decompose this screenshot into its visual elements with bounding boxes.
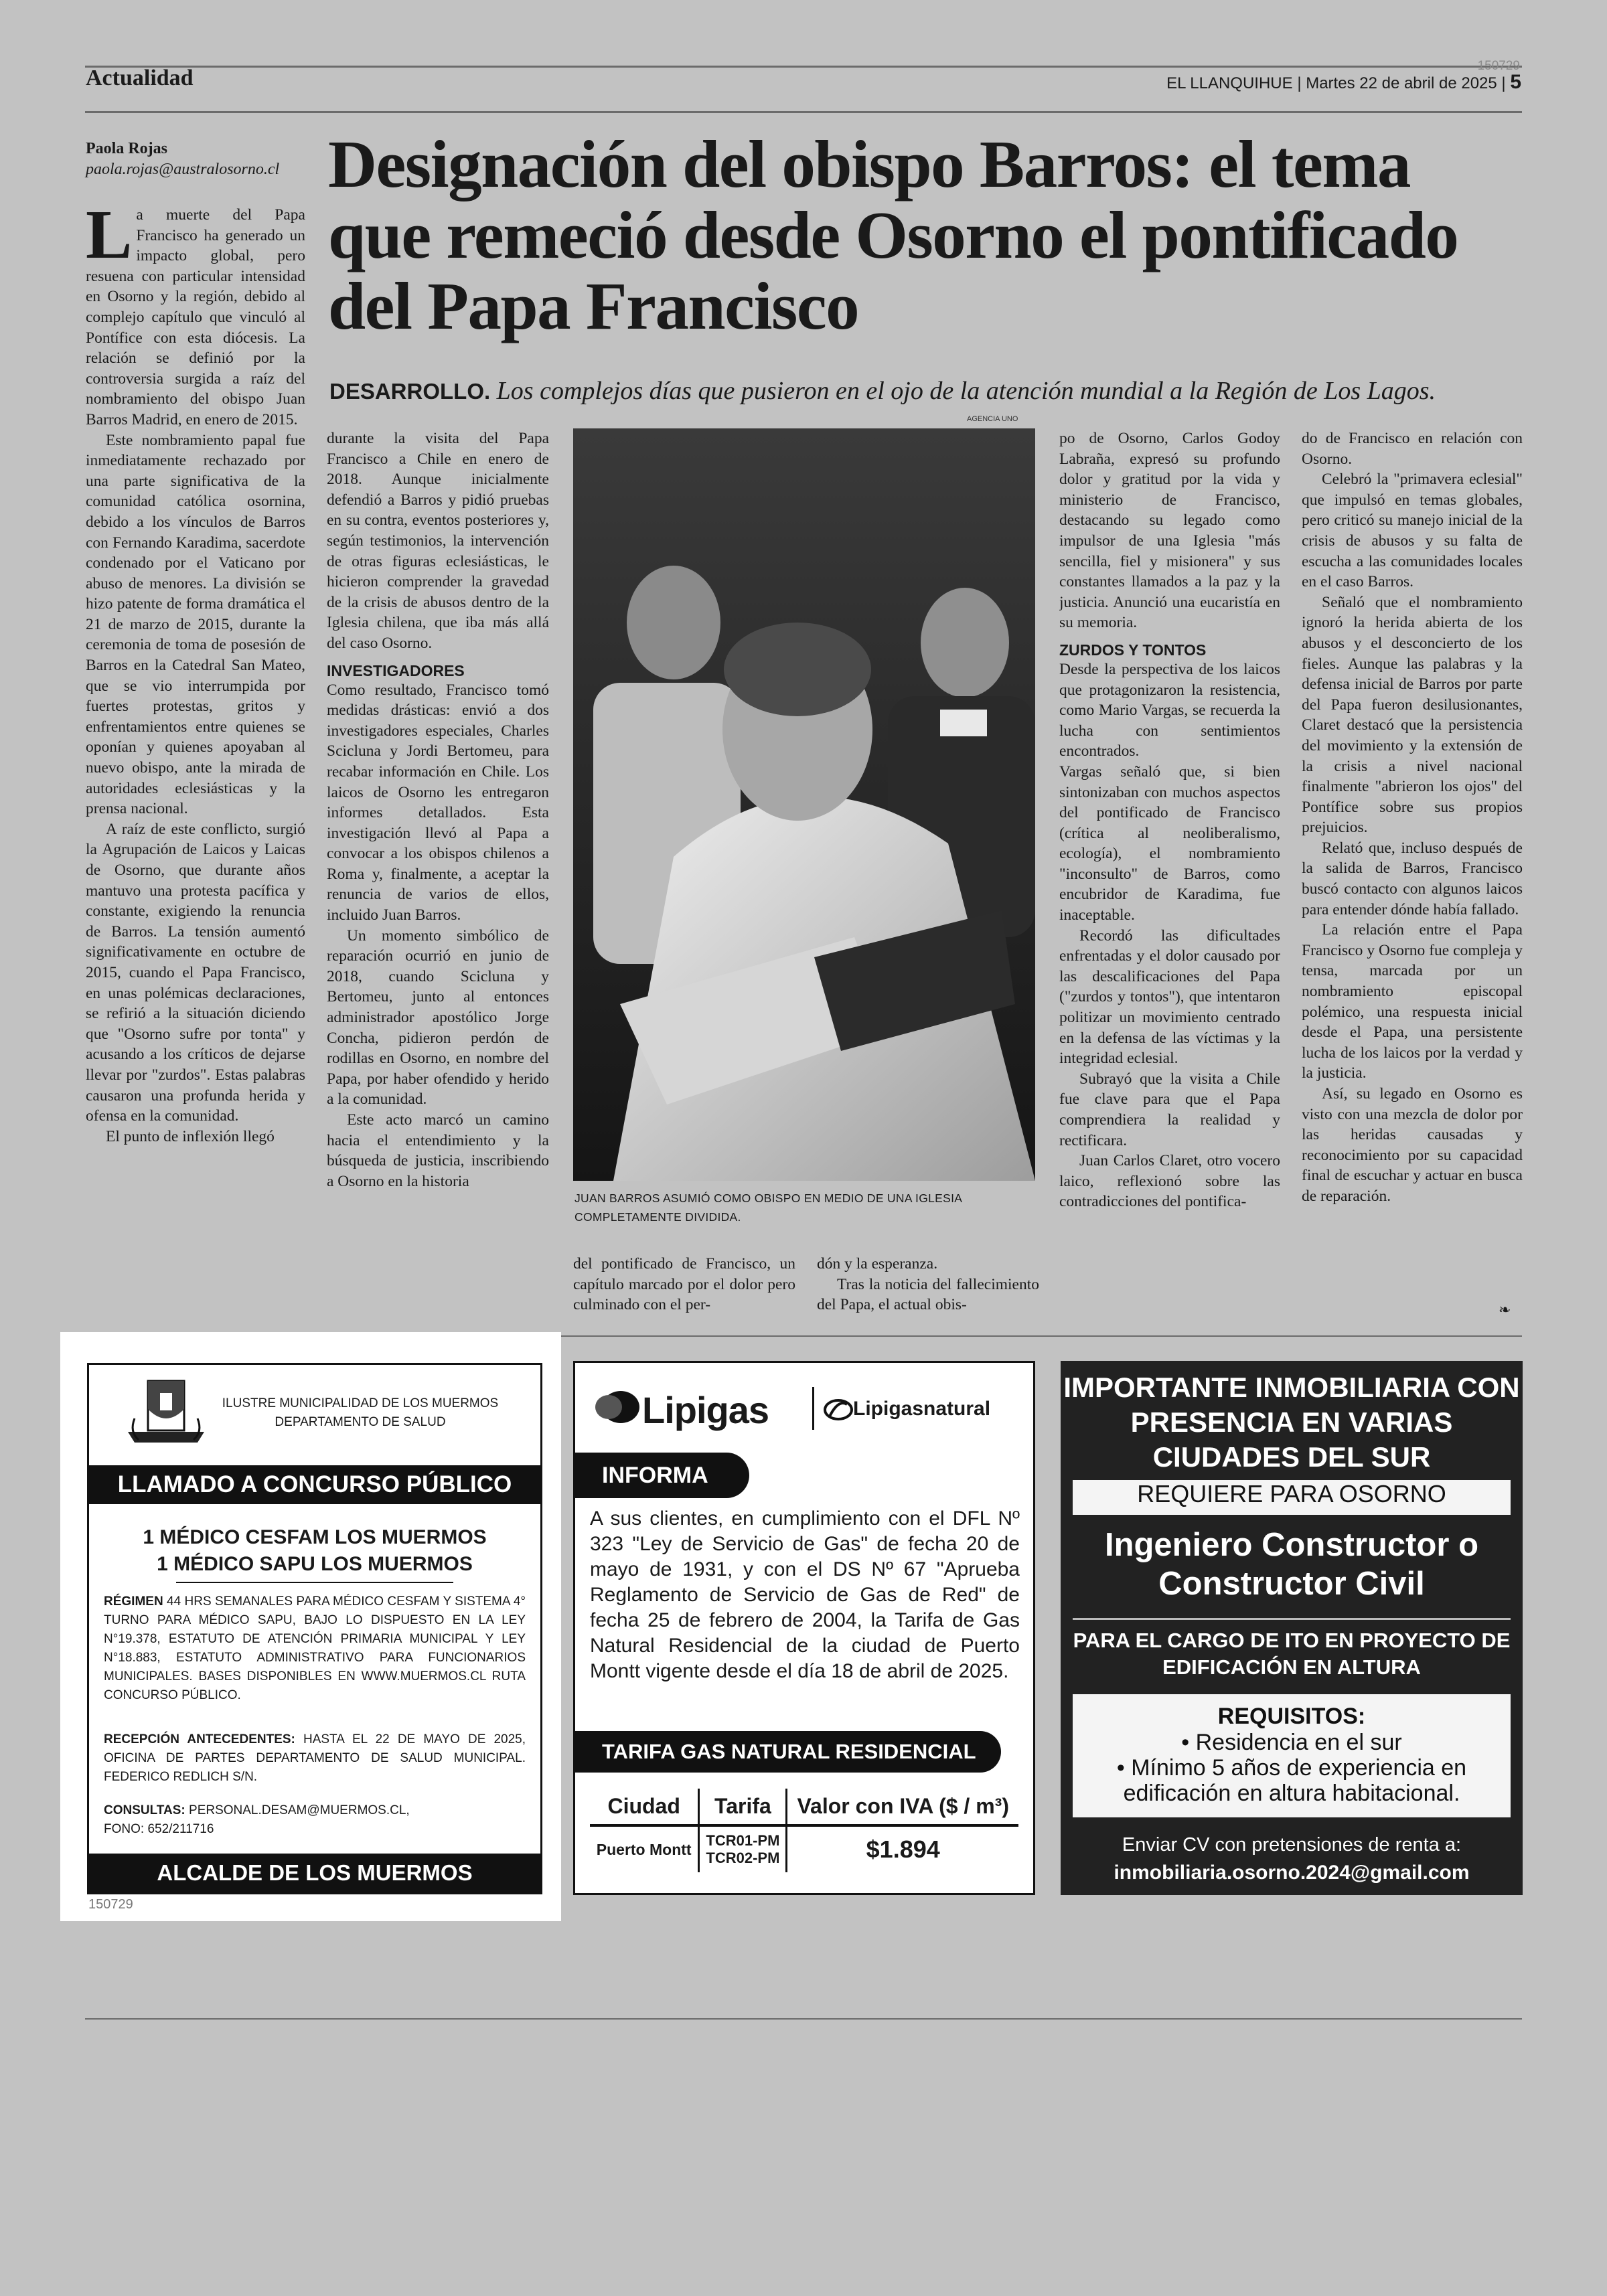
byline [86,139,279,180]
article-column-2 [327,428,549,1329]
article-column-6 [1302,428,1523,1329]
article-paragraph: El punto de inflexión llegó [106,1127,275,1145]
article-paragraph: dón y la esperanza. [817,1255,938,1273]
tariff-code-1: TCR01-PM [706,1832,780,1849]
consultas-email[interactable]: PERSONAL.DESAM@MUERMOS.CL, [189,1803,410,1817]
article-paragraph: do de Francisco en relación con Osorno. [1302,430,1523,468]
realestate-headline: IMPORTANTE INMOBILIARIA CON PRESENCIA EN VARIAS CIUDADES DEL SUR [1063,1372,1520,1473]
lipigas-natural-logo-icon [822,1396,855,1423]
subhead: ZURDOS Y TONTOS [1059,641,1207,659]
article-column-3 [573,1254,795,1327]
recepcion-text [104,1730,526,1787]
divider [176,1582,453,1583]
requirement-item: • Residencia en el sur [1181,1730,1402,1755]
requirement-item: • Mínimo 5 años de experiencia en edificación en altura habitacional. [1116,1755,1467,1806]
consultas-phone: FONO: 652/211716 [104,1822,214,1836]
lipigas-brand: Lipigas [642,1389,769,1431]
page-number: 5 [1510,71,1521,93]
drop-cap: L [86,205,133,273]
article-paragraph: Celebró la "primavera eclesial" que impulsó en temas globales, pero criticó su manejo inicial de la crisis de abusos y su falta de escucha a las comunidades locales en el caso Barros. [1302,471,1523,591]
job-title: Ingeniero Constructor o Constructor Civil [1104,1527,1479,1602]
article-paragraph: Como resultado, Francisco tomó medidas drásticas: envió a dos investigadores especiales, Charles Scicluna y Jordi Bertomeu, para recabar información en Chile. Los laicos de Osorno les entregaron informes detallados. Esta investigación llevó al Papa a convocar a los obispos chilenos a Roma y, finalmente, a aceptar la renuncia de varios de ellos, incluido Juan Barros. [327,681,549,924]
subhead: INVESTIGADORES [327,661,465,679]
article-paragraph: A raíz de este conflicto, surgió la Agrupación de Laicos y Laicas de Osorno, que durante años mantuvo una protesta pacífica y constante, exigiendo la renuncia de Barros. La tensión aumentó significativamente en octubre de 2015, cuando el Papa Francisco, en unas polémicas declaraciones, se refirió a la situación diciendo que "Osorno sufre por tonta" y acusando a los críticos de dejarse llevar por "zurdos". Estas palabras causaron una profunda herida y ofensa en la comunidad. [86,820,305,1125]
author-name: Paola Rojas [86,140,167,157]
position-2: 1 MÉDICO SAPU LOS MUERMOS [157,1553,473,1575]
consultas-label: CONSULTAS: [104,1803,185,1817]
org-line-2: DEPARTAMENTO DE SALUD [275,1415,446,1429]
realestate-ad [1061,1361,1523,1895]
lipigas-body: A sus clientes, en cumplimiento con el DFL Nº 323 "Ley de Servicio de Gas" de fecha 20 de mayo de 1931, y con el DS Nº 67 "Aprueba Reglamento de Servicio de Gas de Red" de fecha 25 de febrero de 2004, la Tarifa de Gas Natural Residencial de la ciudad de Puerto Montt vigente desde el día 18 de abril de 2025. [590,1507,1020,1682]
tariff-table [590,1789,1018,1872]
tariff-title: TARIFA GAS NATURAL RESIDENCIAL [575,1731,1001,1773]
article-paragraph: Este nombramiento papal fue inmediatamente rechazado por una parte significativa de la comunidad católica osornina, debido a los vínculos de Barros con Fernando Karadima, sacerdote condenado por el Vaticano por abuso de menores. La división se hizo patente de forma dramática el 21 de marzo de 2015, durante la ceremonia de toma de posesión de Barros en la Catedral San Mateo, que se vio interrumpida por fuertes protestas, gritos y enfrentamientos entre quienes se oponían y quienes apoyaban al nuevo obispo, ante la mirada de autoridades eclesiásticas y la prensa nacional. [86,431,305,818]
brand-separator [812,1387,814,1430]
section-name: Actualidad [86,66,194,90]
article-paragraph: La relación entre el Papa Francisco y Osorno fue compleja y tensa, marcada por un nombramiento episcopal polémico, una respuesta inicial desde el Papa, una persistente lucha de los laicos por la verdad y la justicia. [1302,921,1523,1082]
send-cv-text: Enviar CV con pretensiones de renta a: [1122,1834,1462,1856]
photo-caption: JUAN BARROS ASUMIÓ COMO OBISPO EN MEDIO DE UNA IGLESIA COMPLETAMENTE DIVIDIDA. [575,1192,962,1224]
col-header-tariff: Tarifa [699,1789,787,1825]
consultas-text [104,1801,526,1839]
paper-date-text: EL LLANQUIHUE | Martes 22 de abril de 2025 | [1166,74,1506,92]
article-paragraph: Recordó las dificultades enfrentadas y el dolor causado por las descalificaciones del Papa ("zurdos y tontos"), que intentaron politizar un movimiento centrado en la defensa de las víctimas y la integridad eclesial. [1059,926,1280,1068]
article-paragraph: Este acto marcó un camino hacia el entendimiento y la búsqueda de justicia, inscribiendo a Osorno en la historia [327,1111,549,1190]
cell-tariff [699,1825,787,1872]
article-paragraph: durante la visita del Papa Francisco a Chile en enero de 2018. Aunque inicialmente defendió a Barros y pidió pruebas en su contra, eventos posteriores y, según testimonios, la intervención de otras figuras eclesiásticas, le hicieron comprender la gravedad de la crisis de abusos dentro de la Iglesia chilena, que iba más allá del caso Osorno. [327,430,549,652]
article-paragraph: del pontificado de Francisco, un capítulo marcado por el dolor pero culminado con el per- [573,1255,795,1314]
org-line-1: ILUSTRE MUNICIPALIDAD DE LOS MUERMOS [222,1396,499,1410]
positions [89,1524,540,1578]
ad-code: 150729 [88,1897,133,1912]
tariff-code-2: TCR02-PM [706,1850,780,1866]
table-row [590,1825,1018,1872]
article-column-5 [1059,428,1280,1329]
regimen-body: 44 HRS SEMANALES PARA MÉDICO CESFAM Y SISTEMA 4° TURNO PARA MÉDICO SAPU, BAJO LO DISPUESTO EN LA LEY N°19.378, ESTATUTO DE ATENCIÓN PRIMARIA MUNICIPAL Y LEY N°18.883, ESTATUTO ADMINISTRATIVO PARA FUNCIONARIOS MUNICIPALES. BASES DISPONIBLES EN WWW.MUERMOS.CL RUTA CONCURSO PÚBLICO. [104,1594,526,1702]
send-cv [1061,1831,1523,1887]
signature-banner: ALCALDE DE LOS MUERMOS [89,1854,540,1892]
end-mark-icon: ❧ [1499,1302,1511,1319]
photo-credit: AGENCIA UNO [967,415,1018,423]
deck-text: Los complejos días que pusieron en el ojo de la atención mundial a la Región de Los Lagos. [496,377,1436,405]
header-rule [85,111,1522,113]
lipigas-logo-icon [594,1387,641,1427]
cell-city: Puerto Montt [590,1825,699,1872]
position-1: 1 MÉDICO CESFAM LOS MUERMOS [143,1526,487,1548]
article-paragraph: po de Osorno, Carlos Godoy Labraña, expresó su profundo dolor y gratitud por la vida y ministerio de Francisco, destacando su legado como impulsor de una Iglesia "más sencilla, fiel y misionera" y sus constantes llamados a la paz y la justicia. Anunció una eucaristía en su memoria. [1059,430,1280,632]
col-header-city: Ciudad [590,1789,699,1825]
article-paragraph: Señaló que el nombramiento ignoró la herida abierta de los abusos y el desconcierto de los fieles. Aunque las palabras y la defensa inicial de Barros por parte del Papa fueron desilusionantes, Claret destacó que la persistencia del movimiento y la extensión de la crisis a nivel nacional finalmente "abrieron los ojos" del Pontífice sobre sus propios prejuicios. [1302,593,1523,837]
article-paragraph: Desde la perspectiva de los laicos que protagonizaron la resistencia, como Mario Vargas, se recuerda la lucha con sentimientos encontrados. [1059,660,1280,760]
call-banner: LLAMADO A CONCURSO PÚBLICO [89,1465,540,1504]
paper-date [1166,71,1521,94]
paragraph-text: a muerte del Papa Francisco ha generado un impacto global, pero resuena con particular intensidad en Osorno y la región, debido al complejo capítulo que vinculó al Pontífice con esta diócesis. La relación se definió por la controversia surgida a raíz del nombramiento del obispo Juan Barros Madrid, en enero de 2015. [86,206,305,428]
requirements-box [1073,1694,1511,1817]
divider [1073,1618,1511,1620]
regimen-label: RÉGIMEN [104,1594,163,1609]
municipal-org [193,1394,528,1432]
recepcion-label: RECEPCIÓN ANTECEDENTES: [104,1732,295,1746]
informa-tab: INFORMA [575,1453,749,1498]
article-paragraph: Subrayó que la visita a Chile fue clave para que el Papa comprendiera la realidad y rectificara. [1059,1070,1280,1149]
article-photo [573,428,1035,1181]
table-header-row [590,1789,1018,1825]
article-paragraph [86,205,305,430]
article-paragraph: Así, su legado en Osorno es visto con una mezcla de dolor por las heridas causadas y reconocimiento por su capacidad final de escuchar y actuar en busca de reparación. [1302,1085,1523,1205]
recepcion-body: HASTA EL 22 DE MAYO DE 2025, OFICINA DE PARTES DEPARTAMENTO DE SALUD MUNICIPAL. FEDERICO REDLICH S/N. [104,1732,526,1784]
article-column-1 [86,205,305,1329]
deck-label: DESARROLLO. [329,379,491,404]
headline: Designación del obispo Barros: el tema que remeció desde Osorno el pontificado del Papa Francisco [328,127,1458,343]
requires-banner: REQUIERE PARA OSORNO [1073,1480,1511,1515]
cell-value: $1.894 [866,1835,940,1863]
cargo-text: PARA EL CARGO DE ITO EN PROYECTO DE EDIFICACIÓN EN ALTURA [1073,1629,1511,1679]
article-paragraph: Juan Carlos Claret, otro vocero laico, reflexionó sobre las contradicciones del pontifica- [1059,1152,1280,1211]
lipigas-natural-brand: Lipigasnatural [853,1398,991,1420]
author-email[interactable]: paola.rojas@australosorno.cl [86,161,280,178]
article-paragraph: Relató que, incluso después de la salida de Barros, Francisco buscó contacto con algunos laicos para entender dónde había fallado. [1302,839,1523,918]
article-column-4 [817,1254,1039,1327]
article-paragraph: Vargas señaló que, si bien sintonizaban con muchos aspectos del pontificado de Francisco (crítica al neoliberalismo, ecología), el nombramiento "inconsulto" de Barros, como encubridor de Karadima, fue inaceptable. [1059,762,1280,924]
municipal-ad [87,1363,542,1894]
lipigas-ad [573,1361,1035,1895]
article-paragraph: Tras la noticia del fallecimiento del Papa, el actual obis- [817,1275,1039,1314]
requirements-title: REQUISITOS: [1217,1704,1366,1729]
page-bottom-rule [85,2018,1522,2020]
regimen-text [104,1592,526,1705]
article-paragraph: Un momento simbólico de reparación ocurrió en junio de 2018, cuando Scicluna y Bertomeu, junto al entonces administrador apostólico Jorge Concha, pidieron perdón de rodillas en Osorno, en nombre del Papa, por haber ofendido y herido a la comunidad. [327,926,549,1109]
ad-code-top: 150729 [1477,59,1520,73]
deck [329,376,1436,406]
top-rule [85,66,1522,68]
contact-email[interactable]: inmobiliaria.osorno.2024@gmail.com [1114,1862,1470,1884]
col-header-value: Valor con IVA ($ / m³) [787,1789,1018,1825]
